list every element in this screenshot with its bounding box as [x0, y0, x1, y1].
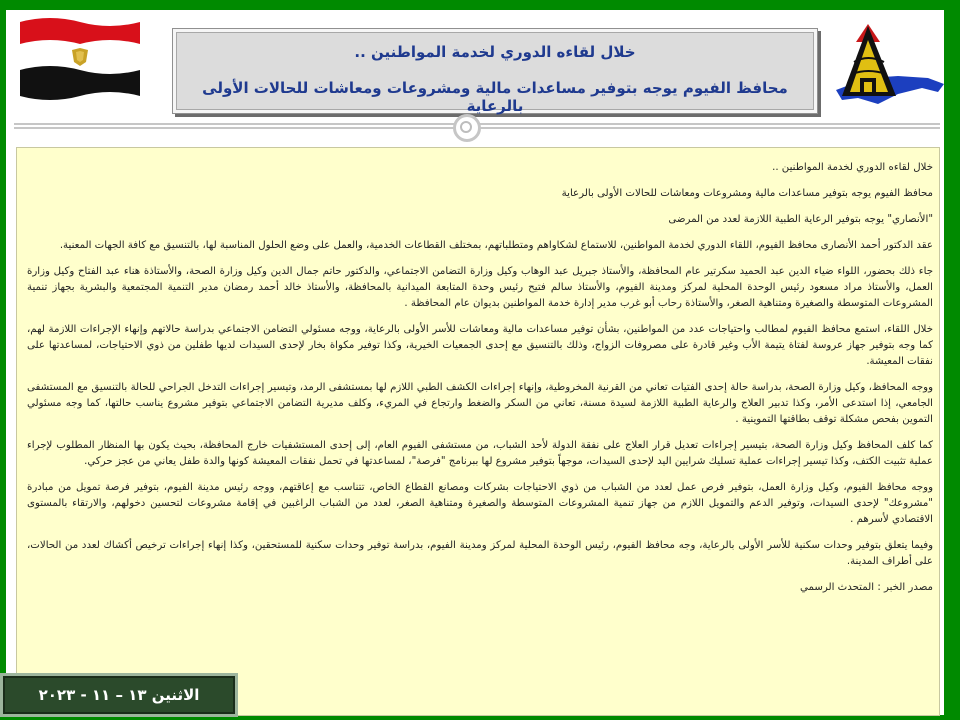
- article-paragraph: ووجه المحافظ، وكيل وزارة الصحة، بدراسة حالة إحدى الفتيات تعاني من القرنية المخروطية، وإنهاء إجراءات الكشف الطبي اللازم لها بمستشفى الرمد، وتيسير إجراءات التدخل الجراحي للحالة بالتنسيق مع المستشفى الجامعي، إذا استدعى الأمر، وكذا تدبير العلاج والرعاية الطبية اللازمة لسيدة مسنة، تعاني من السكر والضغط وارتجاع في المريء، وكلف مديرية التضامن الاجتماعي بتوفير مشروع يناسب حالتها، كما وجه مسئولي التموين بفحص مشكلة توقف بطاقتها التموينية .: [27, 382, 933, 425]
- article-paragraph: خلال لقاءه الدوري لخدمة المواطنين ..: [772, 162, 933, 173]
- egypt-flag-icon: [14, 14, 144, 104]
- article-paragraph: "الأنصاري" يوجه بتوفير الرعاية الطبية اللازمة لعدد من المرضى: [668, 214, 933, 225]
- article-paragraph: ووجه محافظ الفيوم، وكيل وزارة العمل، بتوفير فرص عمل لعدد من الشباب من ذوي الاحتياجات بشركات ومصانع القطاع الخاص، تتناسب مع إعاقتهم، ووجه رئيس مدينة الفيوم، بتوفير فرصة تمويل من مبادرة "مشروعك" لإحدى السيدات، وتوفير الدعم والتمويل اللازم من جهاز تنمية المشروعات المتوسطة والصغيرة ومتناهية الصغر، لعدد من الشباب الراغبين في إقامة مشروعات لتحسين دخولهم، والارتقاء بالمستوى الاقتصادي لأسرهم .: [27, 482, 933, 525]
- article-panel: [16, 147, 940, 716]
- article-text: [27, 160, 933, 606]
- fayoum-governorate-logo: [828, 18, 948, 113]
- headline-box: [172, 28, 818, 114]
- headline-line-2: محافظ الفيوم يوجه بتوفير مساعدات مالية ومشروعات ومعاشات للحالات الأولى بالرعاية: [202, 79, 788, 115]
- article-paragraph: محافظ الفيوم يوجه بتوفير مساعدات مالية ومشروعات ومعاشات للحالات الأولى بالرعاية: [561, 188, 933, 199]
- date-badge: الاثنين ١٣ – ١١ - ٢٠٢٣: [0, 673, 238, 717]
- article-paragraph: جاء ذلك بحضور، اللواء ضياء الدين عبد الحميد سكرتير عام المحافظة، والأستاذ جبريل عبد الوهاب وكيل وزارة التضامن الاجتماعي، والدكتور حاتم جمال الدين وكيل وزارة الصحة، والأستاذة هناء عبد الفتاح وكيل وزارة العمل، والأستاذ مراد مسعود رئيس الوحدة المحلية لمركز ومدينة الفيوم، والأستاذ سالم فتيح رئيس وحدة المتابعة الميدانية بالمحافظة، والأستاذ خالد أحمد رمضان مدير التنمية المجتمعية والبشرية بجهاز تنمية المشروعات المتوسطة والصغيرة ومتناهية الصغر، والأستاذة رحاب أبو غرب مدير إدارة خدمة المواطنين بديوان عام المحافظة .: [27, 266, 933, 309]
- headline-line-1: خلال لقاءه الدوري لخدمة المواطنين ..: [354, 43, 636, 61]
- article-paragraph: عقد الدكتور أحمد الأنصارى محافظ الفيوم، اللقاء الدوري لخدمة المواطنين، للاستماع لشكاواهم ومتطلباتهم، بمختلف القطاعات الخدمية، والعمل على وضع الحلول المناسبة لها، بالتنسيق مع كافة الجهات المعنية.: [59, 240, 933, 251]
- article-paragraph: وفيما يتعلق بتوفير وحدات سكنية للأسر الأولى بالرعاية، وجه محافظ الفيوم، رئيس الوحدة المحلية لمركز ومدينة الفيوم، بدراسة توفير وحدات سكنية للمستحقين، وكذا إنهاء إجراءات ترخيص أكشاك لعدد من الحالات، على أطراف المدينة.: [27, 540, 933, 567]
- article-paragraph: خلال اللقاء، استمع محافظ الفيوم لمطالب واحتياجات عدد من المواطنين، بشأن توفير مساعدات مالية ومعاشات للأسر الأولى بالرعاية، ووجه مسئولي التضامن الاجتماعي بدراسة حالاتهم وإنهاء الإجراءات اللازمة لهم، كما وجه بتوفير جهاز عروسة لفتاة يتيمة الأب وغير قادرة على مصروفات الزواج، وذلك بالتنسيق مع إحدى الجمعيات الخيرية، وكذا توفير مكواة بخار لإحدى السيدات لديها طفلين من ذوي الاحتياجات، لمساعدتها على نفقات المعيشة.: [27, 324, 933, 367]
- article-source: مصدر الخبر : المتحدث الرسمي: [799, 582, 933, 593]
- divider-ring-ornament: [453, 114, 481, 142]
- article-paragraph: كما كلف المحافظ وكيل وزارة الصحة، بتيسير إجراءات تعديل قرار العلاج على نفقة الدولة لأحد الشباب، من مستشفى الفيوم العام، إلى إحدى المستشفيات خارج المحافظة، بحيث يكون بها المنظار المطلوب لإجراء عملية تثبيت الكتف، وكذا تيسير إجراءات عملية تسليك شرايين اليد لإحدى السيدات، موجهاً بتوفير مشروع لها ببرنامج "فرصة"، لمساعدتها في تحمل نفقات المعيشة كونها والدة طفل يعاني من عجز حركي.: [27, 440, 933, 467]
